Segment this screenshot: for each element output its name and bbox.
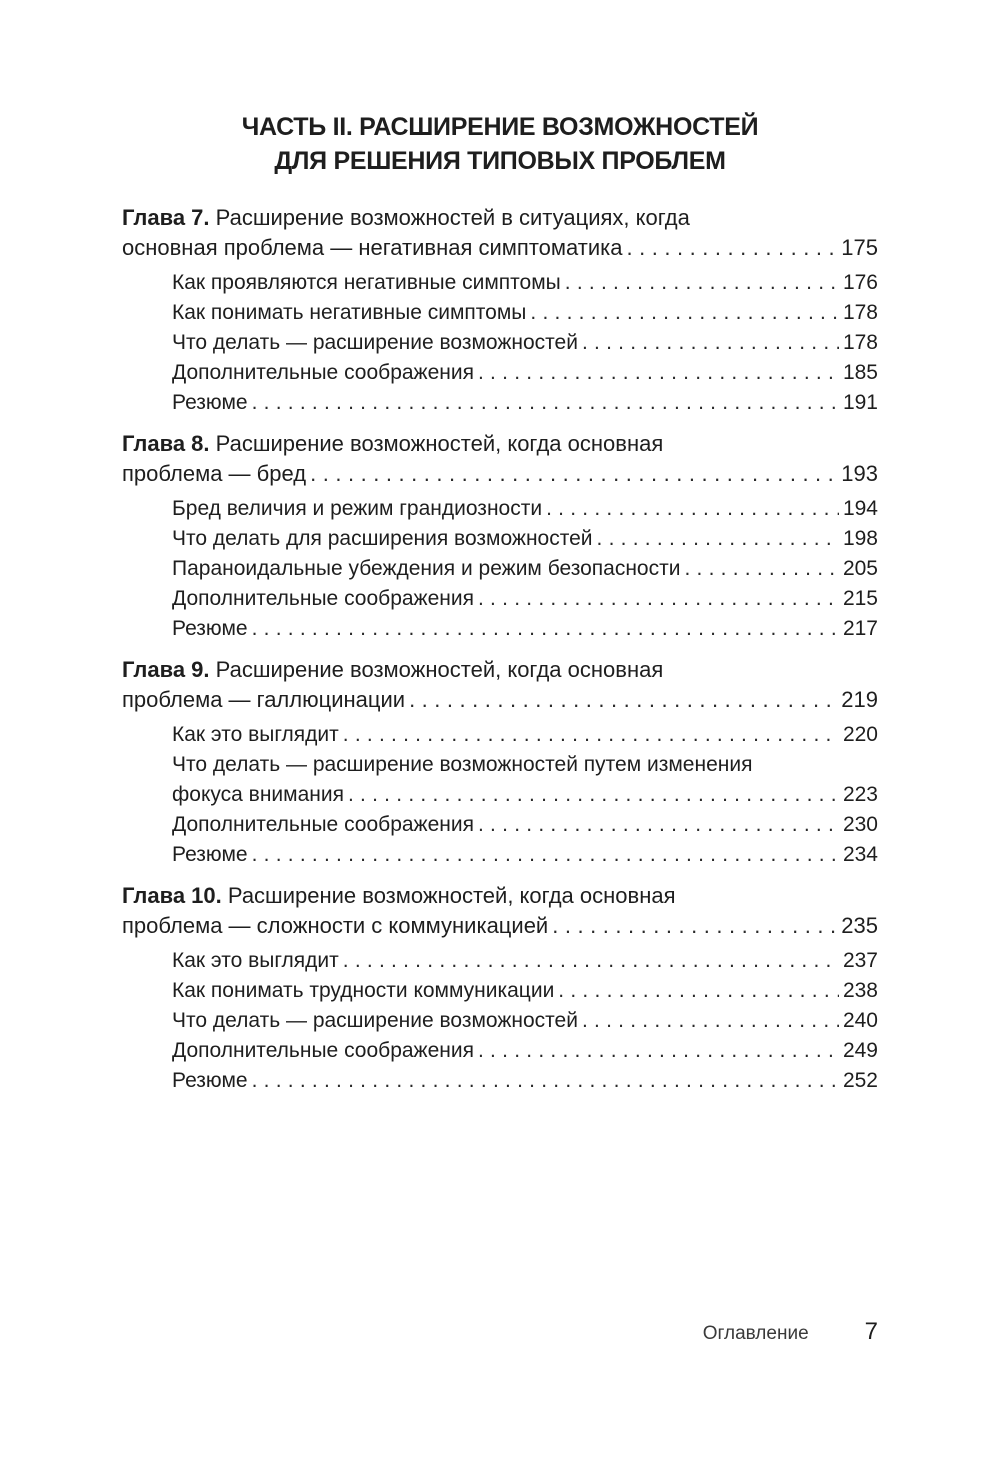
chapter-page-number: 235 [841, 913, 878, 938]
section-page-number: 240 [842, 1009, 878, 1032]
section-title: Как понимать трудности коммуникации [172, 979, 555, 1002]
leader-dots [252, 388, 839, 418]
leader-dots [478, 1036, 839, 1066]
chapter-title-row[interactable] [122, 233, 878, 263]
leader-dots [684, 554, 839, 584]
section-page-number: 234 [842, 843, 878, 866]
section-title: Бред величия и режим грандиозности [172, 497, 543, 520]
leader-dots [252, 614, 839, 644]
section-title: Резюме [172, 617, 248, 640]
chapter-title-line1: Расширение возможностей, когда основная [221, 883, 676, 908]
chapter-label: Глава 9. [122, 657, 210, 682]
section-entry[interactable] [172, 388, 878, 418]
section-page-number: 249 [842, 1039, 878, 1062]
leader-dots [627, 233, 838, 263]
section-entry[interactable] [172, 614, 878, 644]
chapter-page-number: 219 [841, 687, 878, 712]
chapter-title-row[interactable] [122, 911, 878, 941]
section-list [122, 494, 878, 644]
section-entry[interactable] [172, 810, 878, 840]
section-title: фокуса внимания [172, 783, 344, 806]
table-of-contents [122, 203, 878, 1107]
part-title-line2: ДЛЯ РЕШЕНИЯ ТИПОВЫХ ПРОБЛЕМ [274, 147, 726, 175]
chapter-title-line1: Расширение возможностей, когда основная [209, 657, 664, 682]
section-entry[interactable] [172, 584, 878, 614]
chapter-heading[interactable] [122, 203, 878, 233]
leader-dots [546, 494, 839, 524]
chapter-label: Глава 7. [122, 205, 210, 230]
leader-dots [582, 328, 839, 358]
section-page-number: 215 [842, 587, 878, 610]
section-entry[interactable] [172, 720, 878, 750]
section-page-number: 217 [842, 617, 878, 640]
section-title: Дополнительные соображения [172, 1039, 474, 1062]
chapter-page-number: 175 [841, 235, 878, 260]
section-entry[interactable] [172, 554, 878, 584]
leader-dots [348, 780, 839, 810]
section-page-number: 194 [842, 497, 878, 520]
leader-dots [565, 268, 839, 298]
section-entry[interactable] [172, 946, 878, 976]
chapter-8 [122, 429, 878, 644]
section-title: Как проявляются негативные симптомы [172, 271, 561, 294]
section-page-number: 205 [842, 557, 878, 580]
chapter-page-number: 193 [841, 461, 878, 486]
chapter-heading[interactable] [122, 881, 878, 911]
section-page-number: 191 [842, 391, 878, 414]
section-entry[interactable] [172, 494, 878, 524]
chapter-label: Глава 10. [122, 883, 222, 908]
part-title-line1: ЧАСТЬ II. РАСШИРЕНИЕ ВОЗМОЖНОСТЕЙ [241, 113, 759, 141]
section-entry[interactable] [172, 328, 878, 358]
chapter-label: Глава 8. [122, 431, 210, 456]
section-title: Резюме [172, 843, 248, 866]
section-entry[interactable] [172, 268, 878, 298]
section-title: Дополнительные соображения [172, 361, 474, 384]
section-title: Как это выглядит [172, 723, 339, 746]
section-page-number: 237 [842, 949, 878, 972]
section-page-number: 185 [842, 361, 878, 384]
chapter-title-row[interactable] [122, 685, 878, 715]
chapter-title-line2: основная проблема — негативная симптоматика [122, 235, 623, 260]
chapter-heading[interactable] [122, 429, 878, 459]
section-title: Резюме [172, 1069, 248, 1092]
section-title: Дополнительные соображения [172, 587, 474, 610]
leader-dots [478, 358, 839, 388]
section-page-number: 223 [842, 783, 878, 806]
chapter-title-row[interactable] [122, 459, 878, 489]
section-entry[interactable] [172, 524, 878, 554]
leader-dots [252, 1066, 839, 1096]
section-title: Что делать для расширения возможностей [172, 527, 593, 550]
leader-dots [582, 1006, 839, 1036]
chapter-7 [122, 203, 878, 418]
chapter-10 [122, 881, 878, 1096]
page-footer [703, 1318, 878, 1346]
chapter-9 [122, 655, 878, 870]
chapter-title-line1: Расширение возможностей в ситуациях, когда [209, 205, 690, 230]
leader-dots [310, 459, 837, 489]
leader-dots [343, 946, 839, 976]
section-title: Что делать — расширение возможностей [172, 1009, 578, 1032]
running-footer-label: Оглавление [702, 1323, 809, 1344]
section-page-number: 178 [842, 331, 878, 354]
chapter-title-line2: проблема — галлюцинации [122, 687, 406, 712]
section-entry[interactable] [172, 976, 878, 1006]
section-title: Что делать — расширение возможностей [172, 331, 578, 354]
section-entry[interactable] [172, 1036, 878, 1066]
leader-dots [597, 524, 839, 554]
leader-dots [409, 685, 837, 715]
section-title: Как понимать негативные симптомы [172, 301, 527, 324]
chapter-heading[interactable] [122, 655, 878, 685]
section-page-number: 198 [842, 527, 878, 550]
leader-dots [552, 911, 837, 941]
section-page-number: 176 [842, 271, 878, 294]
part-title [0, 110, 1000, 178]
section-list [122, 720, 878, 870]
leader-dots [343, 720, 839, 750]
section-page-number: 252 [842, 1069, 878, 1092]
leader-dots [252, 840, 839, 870]
section-entry[interactable] [172, 358, 878, 388]
leader-dots [558, 976, 839, 1006]
section-page-number: 238 [842, 979, 878, 1002]
section-entry[interactable] [172, 1066, 878, 1096]
section-entry[interactable] [172, 298, 878, 328]
section-page-number: 178 [842, 301, 878, 324]
chapter-title-line1: Расширение возможностей, когда основная [209, 431, 664, 456]
section-title: Параноидальные убеждения и режим безопасности [172, 557, 681, 580]
chapter-title-line2: проблема — бред [122, 461, 307, 486]
leader-dots [530, 298, 839, 328]
section-list [122, 268, 878, 418]
chapter-title-line2: проблема — сложности с коммуникацией [122, 913, 549, 938]
section-title: Дополнительные соображения [172, 813, 474, 836]
section-title-line1[interactable]: Что делать — расширение возможностей путем изменения [172, 753, 753, 776]
section-entry[interactable] [172, 780, 878, 810]
section-entry[interactable] [172, 840, 878, 870]
leader-dots [478, 584, 839, 614]
section-page-number: 220 [842, 723, 878, 746]
section-entry[interactable] [172, 1006, 878, 1036]
section-title: Как это выглядит [172, 949, 339, 972]
section-title: Резюме [172, 391, 248, 414]
section-page-number: 230 [842, 813, 878, 836]
page-number: 7 [864, 1318, 878, 1345]
section-list [122, 946, 878, 1096]
leader-dots [478, 810, 839, 840]
